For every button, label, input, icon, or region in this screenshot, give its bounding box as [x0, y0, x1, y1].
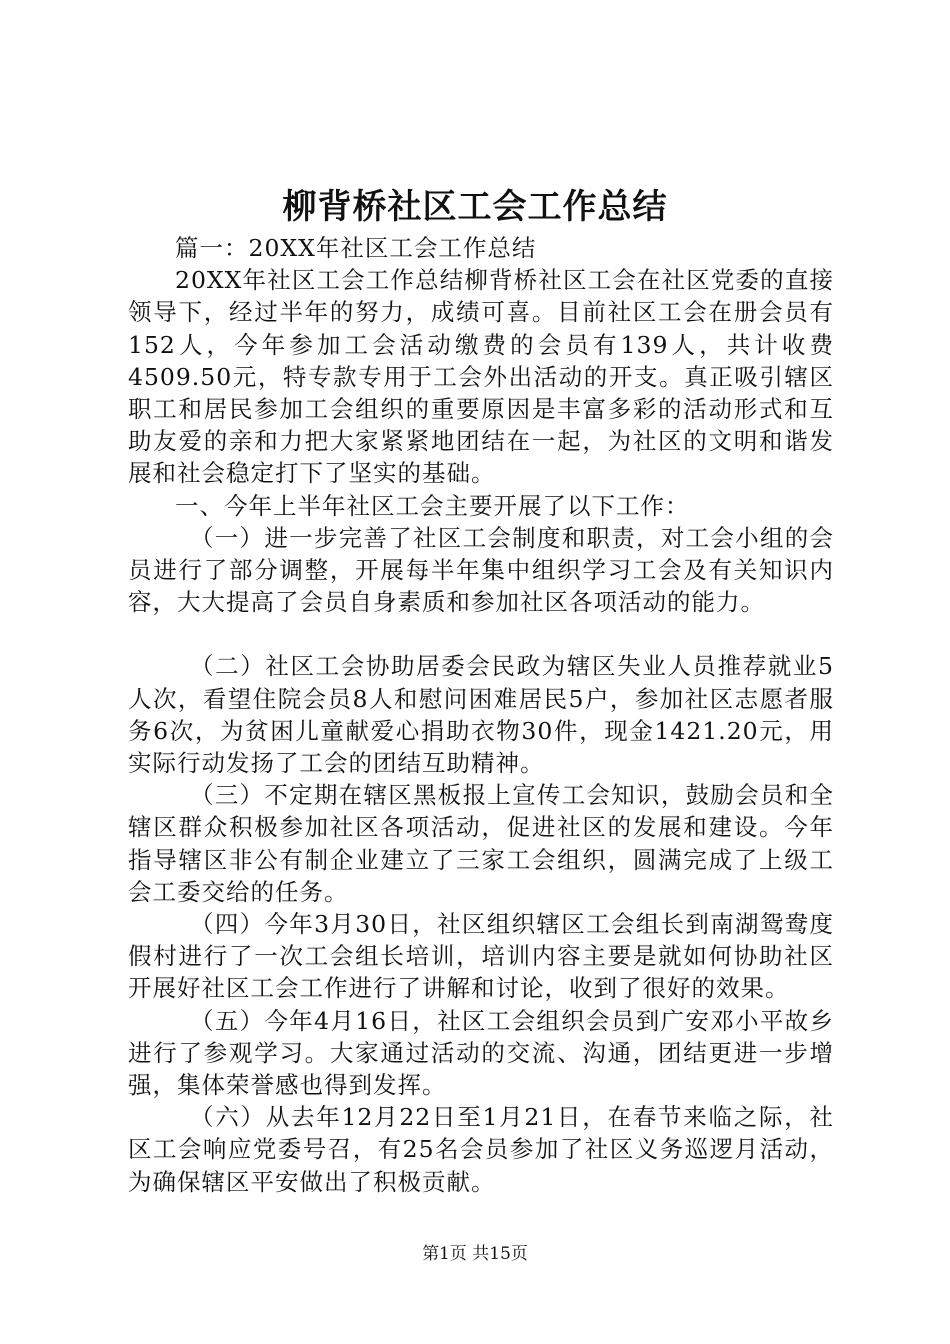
paragraph-item-3: （三）不定期在辖区黑板报上宣传工会知识，鼓励会员和全辖区群众积极参加社区各项活动，促进社区的发展和建设。今年指导辖区非公有制企业建立了三家工会组织，圆满完成了上级工会工委交给的任务。: [128, 781, 834, 906]
document-title: 柳背桥社区工会工作总结: [282, 187, 668, 227]
paragraph-section-heading: 一、今年上半年社区工会主要开展了以下工作：: [175, 491, 690, 520]
paragraph-item-2: （二）社区工会协助居委会民政为辖区失业人员推荐就业5人次，看望住院会员8人和慰问困难居民5户，参加社区志愿者服务6次，为贫困儿童献爱心捐助衣物30件，现金1421.20元，用实际行动发扬了工会的团结互助精神。: [128, 652, 834, 778]
document-body: [128, 232, 834, 1198]
paragraph-intro: 20XX年社区工会工作总结柳背桥社区工会在社区党委的直接领导下，经过半年的努力，成绩可喜。目前社区工会在册会员有152人，今年参加工会活动缴费的会员有139人，共计收费4509.50元，特专款专用于工会外出活动的开支。真正吸引辖区职工和居民参加工会组织的重要原因是丰富多彩的活动形式和互助友爱的亲和力把大家紧紧地团结在一起，为社区的文明和谐发展和社会稳定打下了坚实的基础。: [128, 266, 834, 488]
paragraph-item-5: （五）今年4月16日，社区工会组织会员到广安邓小平故乡进行了参观学习。大家通过活动的交流、沟通，团结更进一步增强，集体荣誉感也得到发挥。: [128, 1006, 834, 1100]
paragraph-item-6: （六）从去年12月22日至1月21日，在春节来临之际，社区工会响应党委号召，有25名会员参加了社区义务巡逻月活动，为确保辖区平安做出了积极贡献。: [128, 1103, 834, 1196]
paragraph-item-1: （一）进一步完善了社区工会制度和职责，对工会小组的会员进行了部分调整，开展每半年集中组织学习工会及有关知识内容，大大提高了会员自身素质和参加社区各项活动的能力。: [128, 523, 834, 617]
paragraph-subheading: 篇一：20XX年社区工会工作总结: [175, 234, 537, 262]
paragraph-spacer: [128, 618, 834, 650]
page-number-footer: 第1页 共15页: [422, 1244, 528, 1264]
paragraph-item-4: （四）今年3月30日，社区组织辖区工会组长到南湖鸳鸯度假村进行了一次工会组长培训，培训内容主要是就如何协助社区开展好社区工会工作进行了讲解和讨论，收到了很好的效果。: [128, 910, 834, 1003]
